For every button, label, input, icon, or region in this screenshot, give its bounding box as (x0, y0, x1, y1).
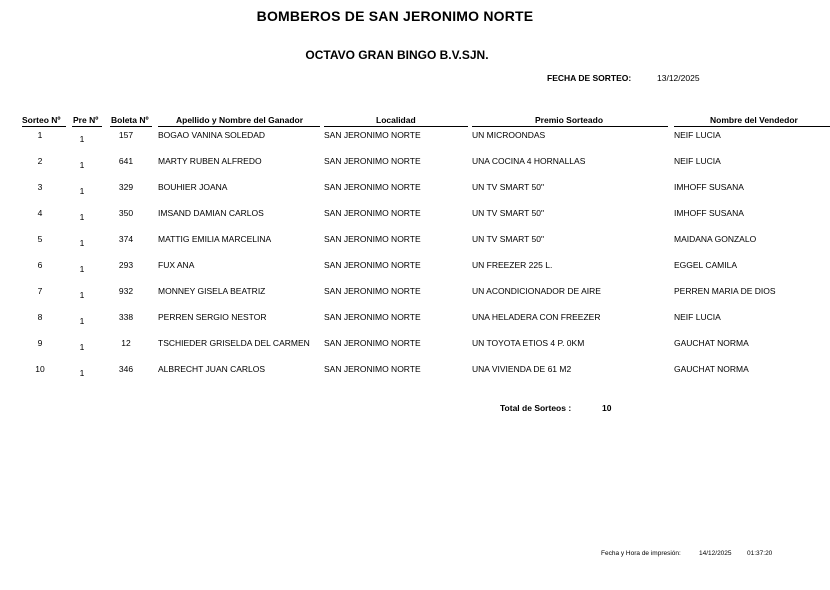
cell-localidad: SAN JERONIMO NORTE (324, 286, 421, 296)
header-underline (674, 126, 830, 127)
total-draws-label: Total de Sorteos : (500, 403, 572, 413)
table-row (0, 182, 830, 202)
cell-sorteo: 1 (37, 130, 43, 140)
cell-ganador: MARTY RUBEN ALFREDO (158, 156, 262, 166)
cell-pre: 1 (79, 186, 85, 196)
cell-ganador: MONNEY GISELA BEATRIZ (158, 286, 266, 296)
draw-date-label: FECHA DE SORTEO: (547, 73, 632, 83)
cell-sorteo: 8 (37, 312, 43, 322)
cell-pre: 1 (79, 368, 85, 378)
cell-sorteo: 9 (37, 338, 43, 348)
cell-vendedor: NEIF LUCIA (674, 130, 721, 140)
cell-sorteo: 3 (37, 182, 43, 192)
col-header-sorteo: Sorteo Nº (22, 115, 61, 125)
cell-ganador: BOGAO VANINA SOLEDAD (158, 130, 266, 140)
cell-sorteo: 6 (37, 260, 43, 270)
total-draws-value: 10 (602, 403, 612, 413)
cell-boleta: 12 (121, 338, 131, 348)
cell-localidad: SAN JERONIMO NORTE (324, 364, 421, 374)
report-subtitle: OCTAVO GRAN BINGO B.V.SJN. (305, 48, 489, 62)
header-underline (110, 126, 152, 127)
header-underline (472, 126, 668, 127)
header-underline (72, 126, 102, 127)
col-header-localidad: Localidad (376, 115, 416, 125)
cell-sorteo: 7 (37, 286, 43, 296)
cell-premio: UN TV SMART 50" (472, 234, 544, 244)
cell-localidad: SAN JERONIMO NORTE (324, 338, 421, 348)
print-date: 14/12/2025 (699, 550, 732, 557)
table-row (0, 234, 830, 254)
cell-localidad: SAN JERONIMO NORTE (324, 208, 421, 218)
draw-date-value: 13/12/2025 (657, 73, 700, 83)
cell-boleta: 350 (118, 208, 134, 218)
cell-localidad: SAN JERONIMO NORTE (324, 182, 421, 192)
cell-boleta: 641 (118, 156, 134, 166)
header-underline (324, 126, 468, 127)
header-underline (158, 126, 320, 127)
report-title: BOMBEROS DE SAN JERONIMO NORTE (256, 8, 534, 24)
cell-premio: UN MICROONDAS (472, 130, 546, 140)
cell-boleta: 346 (118, 364, 134, 374)
cell-premio: UN ACONDICIONADOR DE AIRE (472, 286, 601, 296)
cell-pre: 1 (79, 134, 85, 144)
table-row (0, 260, 830, 280)
table-row (0, 338, 830, 358)
cell-vendedor: NEIF LUCIA (674, 312, 721, 322)
cell-premio: UN FREEZER 225 L. (472, 260, 553, 270)
cell-premio: UNA HELADERA CON FREEZER (472, 312, 601, 322)
col-header-vendedor: Nombre del Vendedor (710, 115, 798, 125)
table-row (0, 286, 830, 306)
cell-vendedor: EGGEL CAMILA (674, 260, 737, 270)
cell-boleta: 293 (118, 260, 134, 270)
cell-premio: UN TV SMART 50" (472, 182, 544, 192)
cell-boleta: 338 (118, 312, 134, 322)
print-time: 01:37:20 (747, 550, 773, 557)
cell-localidad: SAN JERONIMO NORTE (324, 260, 421, 270)
cell-sorteo: 4 (37, 208, 43, 218)
cell-boleta: 329 (118, 182, 134, 192)
cell-vendedor: NEIF LUCIA (674, 156, 721, 166)
col-header-pre: Pre Nº (73, 115, 99, 125)
header-underline (22, 126, 66, 127)
cell-sorteo: 2 (37, 156, 43, 166)
cell-pre: 1 (79, 342, 85, 352)
cell-vendedor: IMHOFF SUSANA (674, 182, 744, 192)
cell-boleta: 932 (118, 286, 134, 296)
cell-vendedor: MAIDANA GONZALO (674, 234, 757, 244)
cell-ganador: ALBRECHT JUAN CARLOS (158, 364, 266, 374)
cell-premio: UNA COCINA 4 HORNALLAS (472, 156, 586, 166)
cell-ganador: BOUHIER JOANA (158, 182, 228, 192)
cell-boleta: 157 (118, 130, 134, 140)
cell-ganador: MATTIG EMILIA MARCELINA (158, 234, 272, 244)
cell-ganador: PERREN SERGIO NESTOR (158, 312, 267, 322)
cell-boleta: 374 (118, 234, 134, 244)
cell-vendedor: GAUCHAT NORMA (674, 364, 749, 374)
table-row (0, 130, 830, 150)
cell-premio: UN TOYOTA ETIOS 4 P. 0KM (472, 338, 585, 348)
col-header-boleta: Boleta Nº (111, 115, 149, 125)
cell-localidad: SAN JERONIMO NORTE (324, 234, 421, 244)
cell-localidad: SAN JERONIMO NORTE (324, 130, 421, 140)
cell-pre: 1 (79, 316, 85, 326)
cell-vendedor: PERREN MARIA DE DIOS (674, 286, 776, 296)
cell-sorteo: 10 (35, 364, 45, 374)
col-header-ganador: Apellido y Nombre del Ganador (176, 115, 304, 125)
table-row (0, 364, 830, 384)
cell-pre: 1 (79, 212, 85, 222)
cell-pre: 1 (79, 290, 85, 300)
table-row (0, 208, 830, 228)
cell-sorteo: 5 (37, 234, 43, 244)
col-header-premio: Premio Sorteado (535, 115, 604, 125)
table-row (0, 156, 830, 176)
cell-vendedor: GAUCHAT NORMA (674, 338, 749, 348)
print-datetime-label: Fecha y Hora de impresión: (601, 550, 681, 557)
cell-localidad: SAN JERONIMO NORTE (324, 156, 421, 166)
cell-ganador: FUX ANA (158, 260, 195, 270)
cell-pre: 1 (79, 160, 85, 170)
cell-ganador: IMSAND DAMIAN CARLOS (158, 208, 264, 218)
cell-premio: UNA VIVIENDA DE 61 M2 (472, 364, 572, 374)
table-row (0, 312, 830, 332)
cell-localidad: SAN JERONIMO NORTE (324, 312, 421, 322)
cell-vendedor: IMHOFF SUSANA (674, 208, 744, 218)
cell-premio: UN TV SMART 50" (472, 208, 544, 218)
cell-pre: 1 (79, 264, 85, 274)
cell-ganador: TSCHIEDER GRISELDA DEL CARMEN (158, 338, 310, 348)
cell-pre: 1 (79, 238, 85, 248)
